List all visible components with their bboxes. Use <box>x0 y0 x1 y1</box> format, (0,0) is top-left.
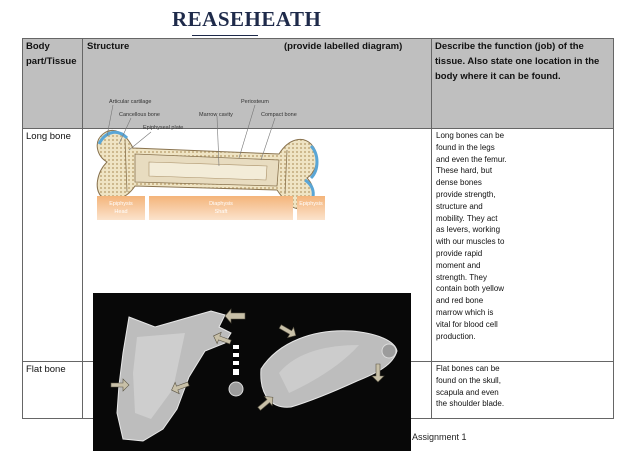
footer-text: Assignment 1 <box>412 432 467 442</box>
row-flat-bone-name: Flat bone <box>26 364 66 375</box>
region-sub-shaft: Shaft <box>214 209 228 215</box>
scapula-xray-image <box>93 293 411 451</box>
region-label-epiphysis-2: Epiphysis <box>299 201 323 207</box>
header-body-part: Body part/Tissue <box>26 41 77 67</box>
region-diaphysis <box>149 196 293 220</box>
label-marrow-cavity: Marrow cavity <box>199 112 233 118</box>
row-long-bone-description: Long bones can be found in the legs and even the femur. These hard, but dense bones provide strength, structure and mobility. They act as levers, working with our muscles to provide rapid moment and strength. They contain both yellow and red bone marrow which is vital for blood cell production. <box>436 131 507 341</box>
logo-brand: REASEHEATH <box>172 7 322 31</box>
label-articular-cartilage: Articular cartilage <box>109 99 152 105</box>
region-epiphysis-head <box>97 196 145 220</box>
row-flat-bone-description: Flat bones can be found on the skull, scapula and even the shoulder blade. <box>436 364 505 409</box>
region-epiphysis-end <box>297 196 325 220</box>
region-label-diaphysis: Diaphysis <box>209 201 233 207</box>
region-label-epiphysis-1: Epiphysis <box>109 201 133 207</box>
region-sub-head: Head <box>114 209 128 215</box>
row-long-bone-name: Long bone <box>26 131 71 142</box>
long-bone-diagram <box>79 94 325 222</box>
college-logo <box>172 7 322 42</box>
label-periosteum: Periosteum <box>241 99 269 105</box>
header-structure: Structure <box>87 41 130 52</box>
header-describe: Describe the function (job) of the tissue. Also state one location in the body where it can be found. <box>435 41 600 82</box>
label-cancellous-bone: Cancellous bone <box>119 112 160 118</box>
label-epiphyseal-plate: Epiphyseal plate <box>143 125 184 131</box>
header-structure-note: (provide labelled diagram) <box>284 41 403 52</box>
label-compact-bone: Compact bone <box>261 112 297 118</box>
